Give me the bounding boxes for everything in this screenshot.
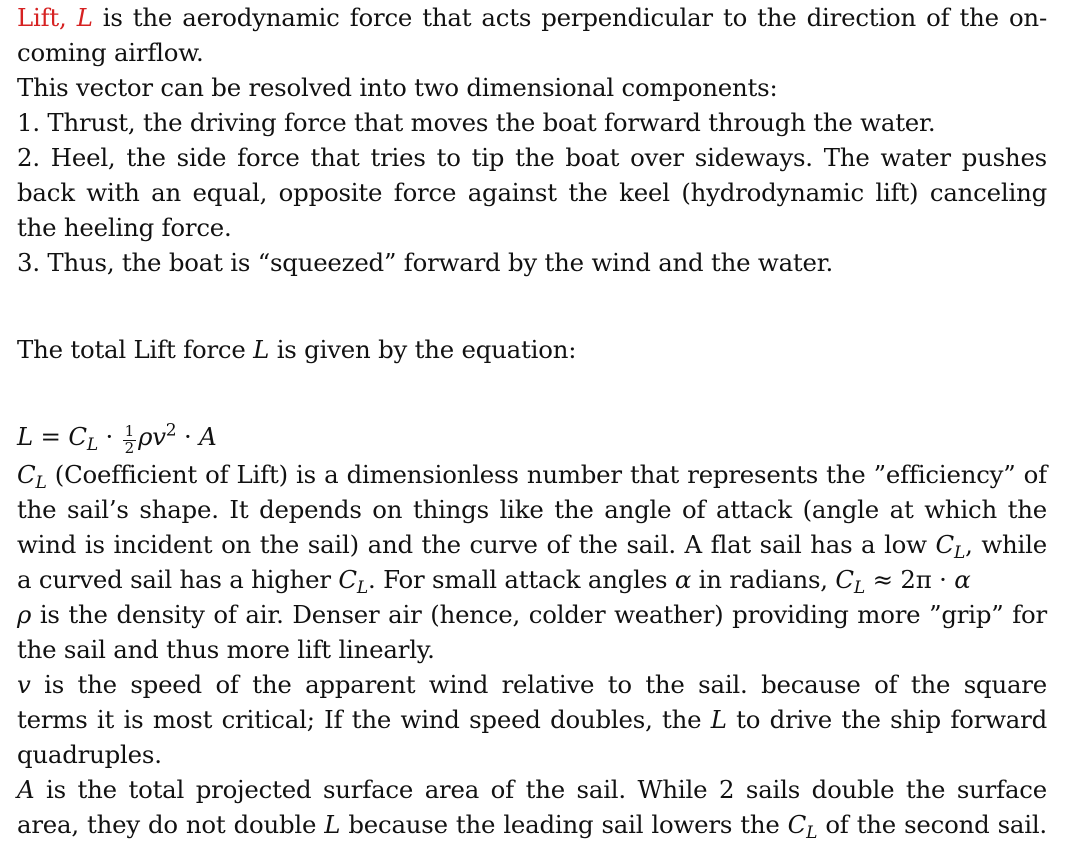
cl-line-4 [17, 562, 1047, 597]
lift-symbol: L [710, 704, 727, 734]
a-symbol: A [17, 774, 35, 804]
v-line-2-pre: terms it is most critical; If the wind speed doubles, the [17, 704, 711, 734]
cl-subscript: L [806, 822, 818, 843]
equation-intro [17, 332, 1047, 367]
lift-word: Lift, [17, 3, 77, 32]
cl-symbol: C [935, 529, 954, 559]
equation-cl: C [68, 422, 87, 451]
equation-lhs: L [17, 422, 33, 451]
equation-square: 2 [165, 420, 177, 441]
equation-rho-v: ρv [138, 422, 166, 451]
equation-fraction [123, 421, 136, 457]
document-page [17, 0, 1047, 842]
list-item-heel-line-2: back with an equal, opposite force against the keel (hydrodynamic lift) canceling [17, 178, 1047, 207]
cl-paragraph [17, 457, 1047, 597]
list-item-squeezed: 3. Thus, the boat is “squeezed” forward by the wind and the water. [17, 248, 834, 277]
a-line-2-pre: area, they do not double [17, 809, 325, 839]
a-line-2-post: of the second sail. [817, 809, 1047, 839]
rho-line-1 [17, 597, 1047, 632]
list-item-heel-line-3: the heeling force. [17, 213, 232, 242]
cl-subscript: L [853, 577, 866, 598]
lift-label [17, 3, 93, 32]
cl-line-1 [17, 457, 1047, 492]
cl-line-3 [17, 527, 1047, 562]
cl-subscript: L [35, 472, 47, 493]
equation-equals: = [33, 422, 69, 451]
lift-symbol: L [324, 809, 341, 839]
cl-line-4-mid2: in radians, [691, 564, 836, 594]
cl-symbol: C [835, 564, 854, 594]
cl-line-4-mid: . For small attack angles [368, 564, 675, 594]
cl-line-3-post: , while [965, 529, 1047, 559]
list-item-heel-line-1: 2. Heel, the side force that tries to tip the boat over sideways. The water pushes [17, 143, 1047, 172]
cl-symbol: C [17, 459, 36, 489]
approx-expression: ≈ 2π · [865, 564, 955, 594]
fraction-denominator: 2 [124, 438, 135, 457]
a-line-1 [17, 772, 1047, 807]
alpha-symbol: α [674, 564, 692, 594]
equation-cl-subscript: L [86, 434, 98, 455]
intro-line-3: This vector can be resolved into two dimensional components: [17, 73, 778, 102]
v-paragraph [17, 667, 1047, 772]
equation-intro-post: is given by the equation: [269, 335, 577, 364]
cl-subscript: L [953, 542, 966, 563]
equation-intro-symbol: L [253, 335, 270, 364]
rho-line-1-text: is the density of air. Denser air (hence, colder weather) providing more ”grip” for [31, 599, 1047, 629]
cl-line-2: the sail’s shape. It depends on things like the angle of attack (angle at which the [17, 494, 1047, 524]
equation-dot: · [97, 422, 121, 451]
a-paragraph [17, 772, 1047, 842]
cl-subscript: L [356, 577, 369, 598]
v-line-1 [17, 667, 1047, 702]
list-item-thrust: 1. Thrust, the driving force that moves the boat forward through the water. [17, 108, 936, 137]
v-line-1-text: is the speed of the apparent wind relative to the sail. because of the square [30, 669, 1047, 699]
cl-line-1-text: (Coefficient of Lift) is a dimensionless number that represents the ”efficiency” of [46, 459, 1047, 489]
cl-symbol: C [338, 564, 357, 594]
spacer [17, 280, 1047, 332]
lift-symbol: L [76, 3, 93, 32]
a-line-2-mid: because the leading sail lowers the [340, 809, 788, 839]
cl-line-4-pre: a curved sail has a higher [17, 564, 339, 594]
intro-line-2: coming airflow. [17, 38, 204, 67]
equation-area: A [199, 422, 217, 451]
rho-symbol: ρ [17, 599, 32, 629]
v-line-3: quadruples. [17, 739, 162, 769]
intro-line-1-text: is the aerodynamic force that acts perpendicular to the direction of the on- [92, 3, 1047, 32]
a-line-1-text: is the total projected surface area of the sail. While 2 sails double the surface [34, 774, 1047, 804]
a-line-2 [17, 807, 1047, 842]
v-line-2 [17, 702, 1047, 737]
rho-paragraph [17, 597, 1047, 667]
lift-equation [17, 419, 1047, 457]
equation-dot: · [176, 422, 200, 451]
rho-line-2: the sail and thus more lift linearly. [17, 634, 435, 664]
cl-symbol: C [787, 809, 807, 839]
equation-intro-pre: The total Lift force [17, 335, 254, 364]
intro-line-1 [17, 0, 1047, 35]
cl-line-3-pre: wind is incident on the sail) and the curve of the sail. A flat sail has a low [17, 529, 936, 559]
spacer [17, 367, 1047, 419]
v-line-2-post: to drive the ship forward [726, 704, 1047, 734]
fraction-numerator: 1 [124, 421, 135, 440]
intro-section [17, 0, 1047, 280]
v-symbol: v [17, 669, 31, 699]
alpha-symbol: α [954, 564, 971, 594]
